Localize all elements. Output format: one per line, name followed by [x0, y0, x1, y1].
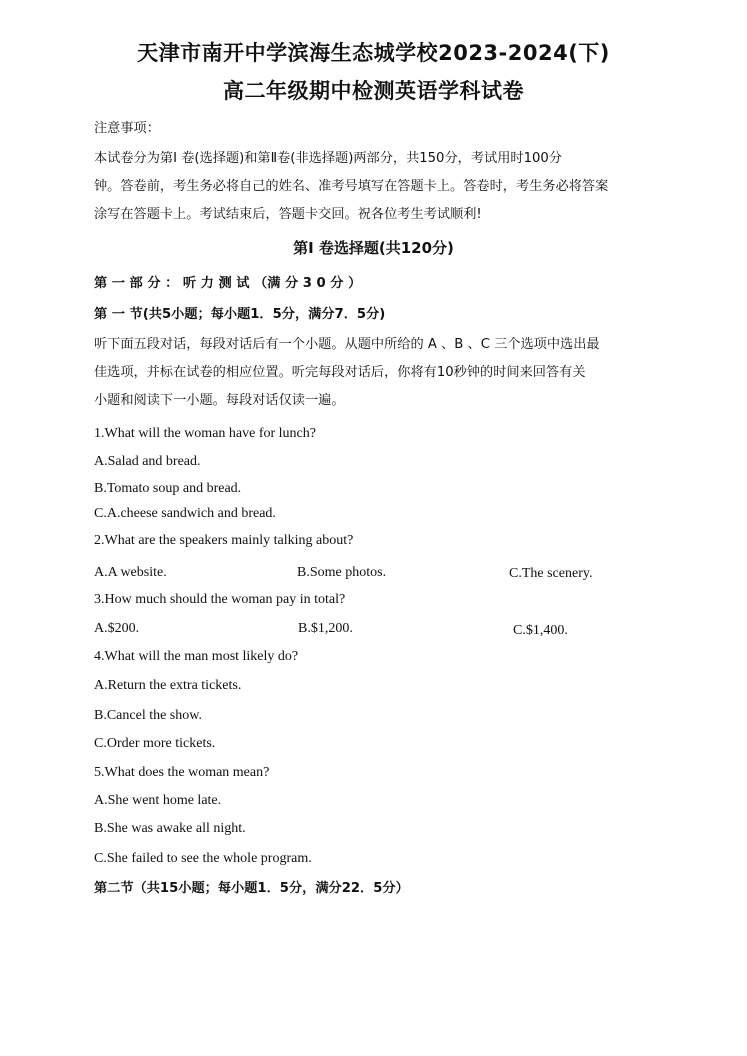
exam-title-line1: 天津市南开中学滨海生态城学校2023-2024(下) — [137, 41, 610, 65]
notice-line: 本试卷分为第Ⅰ 卷(选择题)和第Ⅱ卷(非选择题)两部分，共150分，考试用时100分 — [94, 151, 562, 166]
instruction-line: 小题和阅读下一小题。每段对话仅读一遍。 — [94, 393, 345, 408]
answer-option: A.$200. — [94, 621, 140, 636]
notice-label: 注意事项： — [94, 121, 160, 136]
answer-option: B.$1,200. — [298, 621, 353, 636]
part1-heading: 第 一 部 分 ： 听 力 测 试 （满 分 3 0 分 ） — [94, 276, 362, 291]
instruction-line: 佳选项，并标在试卷的相应位置。听完每段对话后，你将有10秒钟的时间来回答有关 — [94, 365, 586, 380]
instruction-line: 听下面五段对话，每段对话后有一个小题。从题中所给的 A 、B 、C 三个选项中选出最 — [94, 337, 600, 352]
answer-option: C.She failed to see the whole program. — [94, 851, 312, 866]
answer-option: B.Some photos. — [297, 565, 387, 580]
answer-option: C.The scenery. — [509, 566, 593, 581]
answer-option: B.Tomato soup and bread. — [94, 481, 242, 496]
answer-option: A.She went home late. — [94, 793, 222, 808]
answer-option: A.Salad and bread. — [94, 454, 201, 469]
answer-option: C.$1,400. — [513, 623, 568, 638]
notice-line: 涂写在答题卡上。考试结束后，答题卡交回。祝各位考生考试顺利! — [94, 207, 482, 222]
exam-title-line2: 高二年级期中检测英语学科试卷 — [223, 79, 524, 103]
section2-heading: 第二节（共15小题；每小题1．5分，满分22．5分） — [94, 881, 409, 896]
section1-heading: 第 一 节(共5小题；每小题1．5分，满分7．5分) — [94, 307, 386, 322]
answer-option: C.Order more tickets. — [94, 736, 216, 751]
answer-option: A.Return the extra tickets. — [94, 678, 242, 693]
answer-option: A.A website. — [94, 565, 167, 580]
question-stem: 4.What will the man most likely do? — [94, 649, 299, 664]
notice-paragraph — [94, 145, 686, 229]
instructions-paragraph — [94, 331, 686, 415]
notice-line: 钟。答卷前，考生务必将自己的姓名、准考号填写在答题卡上。答卷时，考生务必将答案 — [94, 179, 609, 194]
answer-option: B.She was awake all night. — [94, 821, 246, 836]
question-stem: 3.How much should the woman pay in total? — [94, 592, 346, 607]
question-stem: 5.What does the woman mean? — [94, 765, 270, 780]
question-stem: 2.What are the speakers mainly talking about? — [94, 533, 354, 548]
answer-option: B.Cancel the show. — [94, 708, 202, 723]
question-stem: 1.What will the woman have for lunch? — [94, 426, 316, 441]
volume-heading: 第Ⅰ 卷选择题(共120分) — [293, 239, 454, 257]
answer-option: C.A.cheese sandwich and bread. — [94, 506, 276, 521]
